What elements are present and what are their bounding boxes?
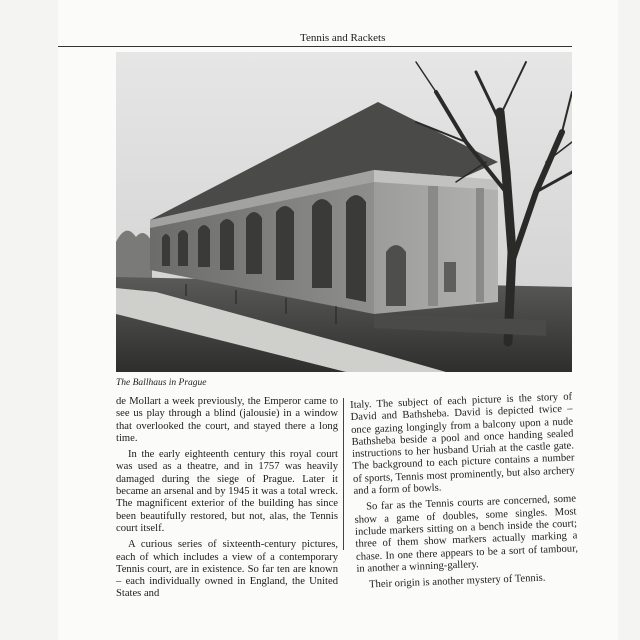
header-rule (58, 46, 572, 47)
running-title: Tennis and Rackets (300, 32, 386, 44)
paragraph: A curious series of sixteenth-century pictures, each of which includes a view of a contemporary Tennis court, are in existence. So far ten are known – each individually owned in England, the United States and (116, 539, 338, 600)
left-text-column (116, 396, 338, 605)
paragraph: So far as the Tennis courts are concerned, some show a game of doubles, some singles. Most include markers sitting on a bench inside the court; three of them show markers actually marking a chase. In one there appears to be a sort of tambour, in another a winning-gallery. (354, 493, 579, 575)
ballhaus-illustration (116, 52, 572, 372)
paragraph: In the early eighteenth century this royal court was used as a theatre, and in 1757 was heavily damaged during the siege of Prague. Later it became an arsenal and by 1945 it was a total wreck. The magnificent exterior of the building has since been beautifully restored, but not, alas, the Tennis court itself. (116, 449, 338, 534)
right-text-column (350, 391, 579, 596)
column-divider (343, 398, 344, 550)
ballhaus-photo (116, 52, 572, 372)
paragraph: de Mollart a week previously, the Emperor came to see us play through a blind (jalousie) in a window that overlooked the court, and stayed there a long time. (116, 396, 338, 444)
paragraph: Their origin is another mystery of Tennis. (368, 572, 546, 591)
figure-caption: The Ballhaus in Prague (116, 378, 207, 388)
paragraph: Italy. The subject of each picture is the story of David and Bathsheba. David is depicted twice – once gazing longingly from a balcony upon a nude Bathsheba beside a pool and once handing sealed instructions to her husband Uriah at the castle gate. The background to each picture contains a number of sports, Tennis most prominently, but also archery and a form of bowls. (350, 391, 576, 498)
